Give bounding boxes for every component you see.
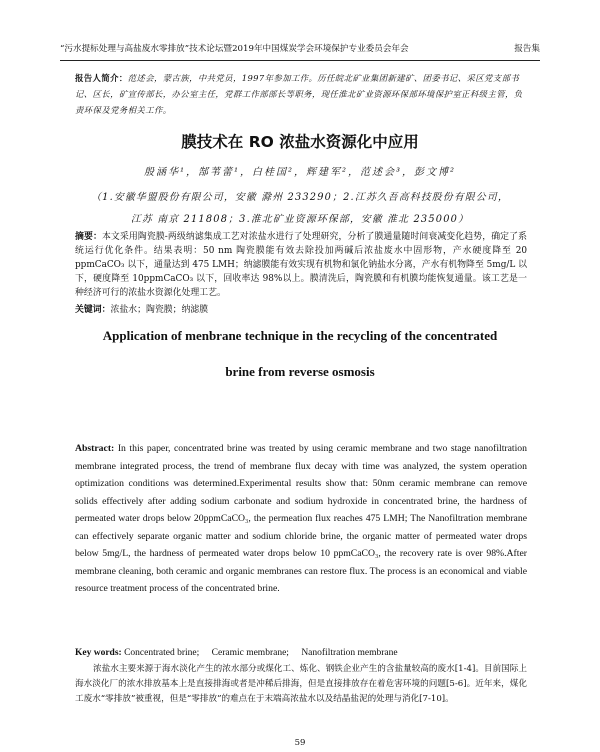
reporter-bio (75, 70, 525, 118)
bio-text: 范述会，蒙古族，中共党员，1997年参加工作。历任皖北矿业集团新建矿、团委书记、采区党支部书记、区长，矿宣传部长，办公室主任，党群工作部部长等职务，现任淮北矿业资源环保部环境保护室正科级主管，负责环保及党务相关工作。 (75, 73, 523, 115)
chinese-keywords (75, 302, 527, 318)
chinese-abstract (75, 230, 527, 300)
english-abstract (75, 440, 527, 598)
en-abstract-label: Abstract: (75, 443, 115, 454)
body-paragraph: 浓盐水主要来源于海水淡化产生的浓水部分或煤化工、炼化、钢铁企业产生的含盐量较高的废水[1-4]。目前国际上海水淡化厂的浓水排放基本上是直接排海或者是冲稀后排海，但是直接排放存在着危害环境的问题[5-6]。近年来，煤化工废水“零排放”被重视，但是“零排放”的难点在于末端高浓盐水以及结晶盐泥的处理与消化[7-10]。 (75, 664, 527, 704)
affiliation-line-2: 江苏 南京 211808；3.淮北矿业资源环保部，安徽 淮北 235000） (130, 214, 470, 225)
affiliation-line-1: （1.安徽华盟股份有限公司，安徽 滁州 233290；2.江苏久吾高科技股份有限公司， (91, 192, 509, 203)
en-keyword-2: Ceramic membrane; (211, 648, 289, 658)
en-abstract-text: In this paper, concentrated brine was treated by using ceramic membrane and two stage nanofiltration membrane integrated process, the trend of membrane flux decay with time was analyzed, the system operation optimization conditions was determined.Experimental results show that: 50nm ceramic membrane can remove solids effectively after adding sodium carbonate and sodium hydroxide in concentrated brine, the hardness of permeated water drops below 20ppmCaCO₃, the permeation flux reaches 475 LMH; The Nanofiltration membrane can effectively separate organic matter and sodium chloride brine, the organic matter of permeated water drops below 5mg/L, the hardness of permeated water drops below 10 ppmCaCO₃, the recovery rate is over 98%.After membrane cleaning, both ceramic and organic membranes can restore flux. The process is an economical and viable resource treatment process of the concentrated brine. (75, 443, 527, 594)
en-keyword-3: Nanofiltration membrane (301, 648, 398, 658)
cn-abstract-text: 本文采用陶瓷膜-两级纳滤集成工艺对浓盐水进行了处理研究，分析了膜通量随时间衰减变化趋势，确定了系统运行优化条件。结果表明：50 nm 陶瓷膜能有效去除投加两碱后浓盐废水中固形物，产水硬度降至 20 ppmCaCO₃ 以下，通量达到 475 LMH；纳滤膜能有效实现有机物和氯化钠盐水分离，产水有机物降至 5mg/L 以下，硬度降至 10ppmCaCO₃ 以下，回收率达 98%以上。膜清洗后，陶瓷膜和有机膜均能恢复通量。该工艺是一种经济可行的浓盐水资源化处理工艺。 (75, 232, 528, 298)
english-title (60, 318, 540, 390)
en-keywords-label: Key words: (75, 648, 122, 658)
affiliations (80, 187, 520, 231)
bio-label: 报告人简介： (75, 73, 128, 83)
english-keywords (75, 646, 527, 660)
cn-abstract-label: 摘要： (75, 232, 102, 242)
cn-keywords-label: 关键词： (75, 305, 111, 315)
chinese-title: 膜技术在 RO 浓盐水资源化中应用 (181, 133, 419, 151)
en-title-line-1: Application of menbrane technique in the recycling of the concentrated (102, 328, 498, 343)
en-title-line-2: brine from reverse osmosis (225, 364, 375, 379)
header-collection-label: 报告集 (514, 44, 540, 54)
en-keyword-1: Concentrated brine; (124, 648, 200, 658)
cn-keywords-text: 浓盐水；陶瓷膜；纳滤膜 (110, 305, 209, 315)
header-conference-title: “污水提标处理与高盐废水零排放”技术论坛暨2019年中国煤炭学会环境保护专业委员会年会 (60, 44, 409, 54)
page-number: 59 (294, 738, 306, 748)
running-header (60, 42, 540, 56)
author-list: 殷涵华¹，郜苇蕾¹，白桂国²，辉建军²，范述会³，彭文博² (143, 167, 457, 178)
header-rule (60, 60, 540, 61)
